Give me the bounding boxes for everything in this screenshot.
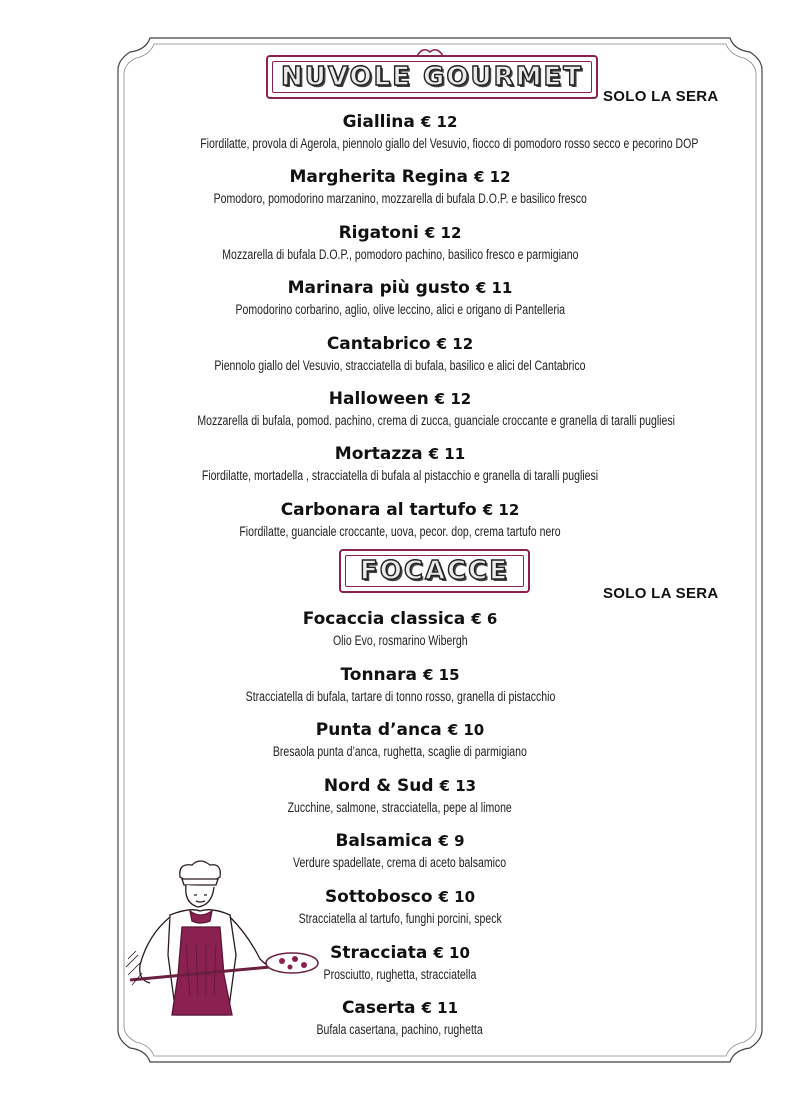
menu-item-description: Zucchine, salmone, stracciatella, pepe al limone [287, 799, 513, 815]
menu-item-price: € 10 [433, 943, 470, 962]
menu-item-title [130, 775, 670, 797]
menu-item-description: Bufala casertana, pachino, rughetta [316, 1022, 484, 1038]
menu-item-price: € 13 [439, 776, 477, 795]
menu-item [130, 499, 670, 541]
menu-item-title [130, 277, 670, 299]
menu-item-name: Tonnara [340, 664, 417, 685]
menu-item-title [130, 222, 670, 244]
menu-item-description-row [130, 133, 699, 153]
menu-item-title [130, 499, 670, 521]
menu-item-description: Mozzarella di bufala, pomod. pachino, crema di zucca, guanciale croccante e granella di taralli pugliesi [197, 413, 675, 428]
menu-item [130, 222, 670, 264]
menu-item-description: Pomodoro, pomodorino marzanino, mozzarella di bufala D.O.P. e basilico fresco [213, 191, 587, 207]
menu-item-name: Nord & Sud [323, 775, 434, 796]
menu-item-description: Pomodorino corbarino, aglio, olive leccino, alici e origano di Pantelleria [235, 302, 565, 318]
menu-item-description: Fiordilatte, mortadella , stracciatella di bufala al pistacchio e granella di taralli pugliesi [201, 468, 599, 484]
menu-item-name: Rigatoni [338, 222, 419, 243]
menu-item-name: Balsamica [335, 831, 433, 852]
menu-item-name: Focaccia classica [302, 609, 466, 629]
menu-item [130, 775, 670, 817]
menu-item-description: Verdure spadellate, crema di aceto balsamico [293, 855, 507, 871]
menu-item-name: Giallina [342, 112, 415, 132]
section-banner-focacce [339, 549, 530, 593]
menu-item-description-row [130, 465, 670, 485]
menu-item-description-row [130, 355, 670, 375]
section-title-gourmet: NUVOLE GOURMET [281, 62, 583, 92]
menu-item [130, 664, 670, 706]
menu-item-name: Mortazza [334, 444, 423, 465]
menu-item [130, 111, 699, 153]
menu-item-description: Stracciatella al tartufo, funghi porcini, speck [298, 911, 502, 926]
menu-item-title [130, 608, 670, 630]
menu-item [130, 166, 670, 208]
menu-item-price: € 12 [434, 390, 472, 408]
menu-item-price: € 15 [423, 665, 460, 684]
menu-item-price: € 12 [420, 113, 458, 131]
menu-item-name: Cantabrico [326, 333, 431, 354]
menu-item-description: Mozzarella di bufala D.O.P., pomodoro pachino, basilico fresco e parmigiano [221, 246, 579, 262]
menu-item-title [130, 111, 670, 133]
menu-item-description: Fiordilatte, provola di Agerola, piennolo giallo del Vesuvio, fiocco di pomodoro rosso secco e pecorino DOP [200, 136, 699, 151]
banner-ornament-icon [415, 44, 445, 58]
menu-item-description: Bresaola punta d’anca, rughetta, scaglie di parmigiano [272, 744, 528, 760]
menu-item-description-row [130, 741, 670, 761]
menu-item-title [130, 719, 670, 741]
menu-item-name: Stracciata [330, 942, 428, 963]
menu-item [130, 388, 675, 430]
menu-item-price: € 10 [447, 721, 485, 740]
menu-item-title [130, 166, 670, 188]
menu-item-price: € 10 [438, 888, 476, 906]
menu-item-description: Stracciatella di bufala, tartare di tonno rosso, granella di pistacchio [245, 688, 555, 704]
menu-item-description: Prosciutto, rughetta, stracciatella [323, 966, 477, 982]
menu-item-price: € 11 [428, 445, 466, 464]
menu-item-description: Olio Evo, rosmarino Wibergh [332, 633, 468, 648]
menu-item-name: Punta d’anca [315, 720, 442, 741]
menu-item-name: Margherita Regina [289, 167, 468, 188]
menu-item-description-row [130, 410, 675, 430]
menu-item-price: € 12 [473, 168, 511, 187]
menu-item-name: Marinara più gusto [287, 278, 470, 299]
menu-item-description: Piennolo giallo del Vesuvio, stracciatella di bufala, basilico e alici del Cantabrico [214, 357, 586, 373]
section-note-gourmet: SOLO LA SERA [603, 88, 719, 105]
menu-item-description-row [130, 299, 670, 319]
menu-item-description-row [130, 630, 670, 650]
menu-item-title [130, 830, 670, 852]
menu-item-name: Caserta [341, 998, 416, 1019]
menu-item-name: Sottobosco [324, 887, 433, 907]
section-note-focacce: SOLO LA SERA [603, 585, 719, 602]
menu-item-name: Halloween [328, 389, 429, 409]
menu-item-description-row [130, 1019, 670, 1039]
section-banner-gourmet [266, 55, 598, 99]
menu-item [130, 719, 670, 761]
menu-item-description-row [130, 686, 670, 706]
menu-item-title [130, 333, 670, 355]
chef-with-pizza-peel-icon [120, 855, 320, 1020]
menu-item [130, 333, 670, 375]
menu-item-price: € 12 [424, 223, 462, 242]
menu-item-description-row [130, 797, 670, 817]
section-title-focacce: FOCACCE [360, 556, 509, 586]
menu-item-title [130, 388, 670, 410]
menu-item-title [130, 664, 670, 686]
menu-item-price: € 12 [436, 334, 474, 353]
menu-item-description-row [130, 244, 670, 264]
menu-item [130, 608, 670, 650]
menu-item-description-row [130, 188, 670, 208]
menu-item-price: € 6 [471, 610, 498, 628]
menu-item-description-row [130, 521, 670, 541]
menu-item-price: € 9 [438, 832, 465, 851]
menu-item-description: Fiordilatte, guanciale croccante, uova, pecor. dop, crema tartufo nero [239, 523, 561, 539]
menu-item-title [130, 443, 670, 465]
menu-item-price: € 11 [475, 279, 513, 298]
menu-item-price: € 12 [482, 500, 520, 519]
menu-item-price: € 11 [421, 999, 459, 1018]
menu-item-name: Carbonara al tartufo [280, 499, 477, 520]
menu-item [130, 277, 670, 319]
menu-item [130, 443, 670, 485]
